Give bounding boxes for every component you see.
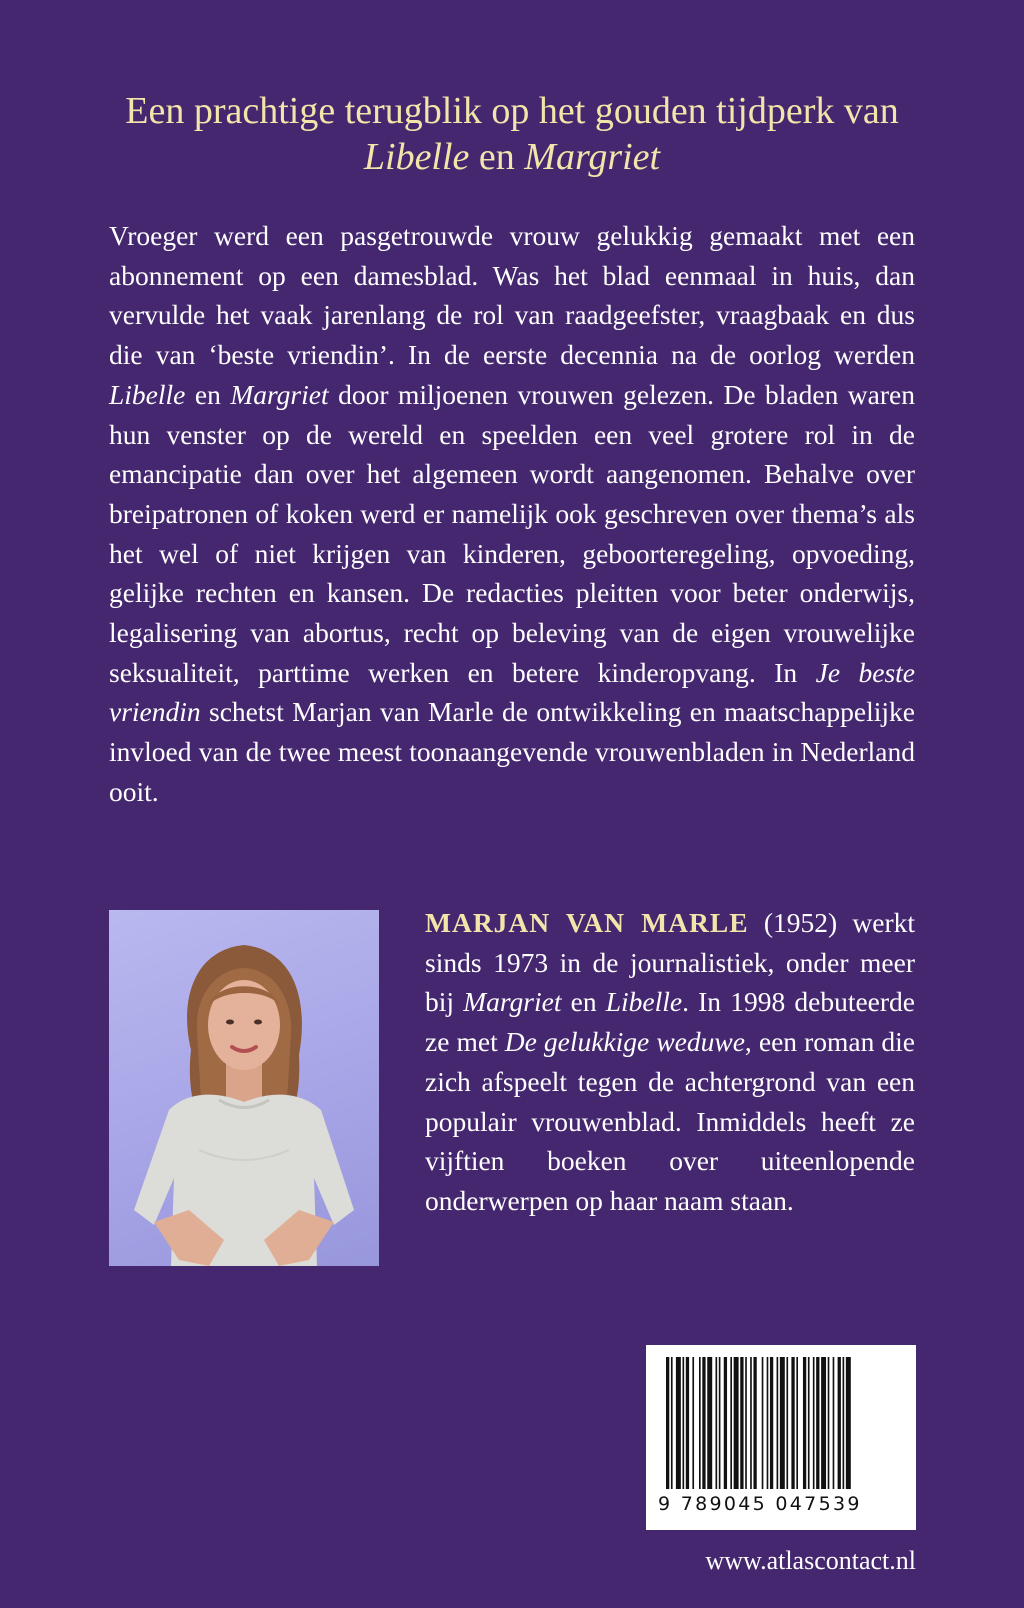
barcode — [646, 1345, 916, 1530]
barcode-bar — [716, 1357, 718, 1489]
barcode-bar — [813, 1357, 815, 1489]
bio-title-novel: De gelukkige weduwe — [504, 1026, 745, 1058]
tagline — [60, 88, 964, 180]
tagline-line1: Een prachtige terugblik op het gouden tijdperk van — [125, 90, 899, 132]
barcode-bar — [676, 1357, 681, 1489]
barcode-bar — [816, 1357, 819, 1489]
isbn-number: 9 789045 047539 — [658, 1493, 862, 1515]
barcode-bar — [666, 1357, 669, 1489]
blurb-text-1: Vroeger werd een pasgetrouwde vrouw gelukkig gemaakt met een abonnement op een damesblad. Was het blad eenmaal in huis, dan vervulde het vaak jarenlang de rol van raadgeefster, vraagbaak en dus die van ‘beste vriendin’. In de eerste decennia na de oorlog werden — [109, 220, 915, 371]
blurb-title-margriet: Margriet — [230, 378, 329, 410]
tagline-conjunction: en — [469, 136, 525, 178]
barcode-bar — [803, 1357, 806, 1489]
barcode-bar — [745, 1357, 747, 1489]
barcode-bar — [770, 1357, 773, 1489]
publisher-website: www.atlascontact.nl — [705, 1546, 916, 1575]
tagline-title-libelle: Libelle — [363, 136, 470, 178]
blurb-title-libelle: Libelle — [109, 378, 186, 410]
bio-title-libelle: Libelle — [605, 986, 683, 1018]
barcode-bar — [671, 1357, 673, 1489]
barcode-bar — [753, 1357, 756, 1489]
bio-text-2: en — [561, 986, 606, 1018]
blurb-title-book: Je beste vriendin — [109, 656, 915, 728]
barcode-bar — [777, 1357, 779, 1489]
barcode-bar — [734, 1357, 739, 1489]
blurb-text-2: en — [185, 378, 231, 410]
barcode-bar — [702, 1357, 705, 1489]
barcode-bar — [686, 1357, 689, 1489]
barcode-bar — [838, 1357, 841, 1489]
barcode-bar — [692, 1357, 694, 1489]
barcode-bar — [833, 1357, 835, 1489]
barcode-bar — [786, 1357, 788, 1489]
barcode-bar — [719, 1357, 721, 1489]
blurb-text-4: schetst Marjan van Marle de ontwikkeling en maatschappelijke invloed van de twee meest toonaangevende vrouwenbladen in Nederland ooit. — [109, 696, 915, 807]
barcode-bar — [780, 1357, 785, 1489]
author-portrait-illustration — [109, 910, 379, 1266]
barcode-bar — [683, 1357, 685, 1489]
author-bio — [425, 903, 915, 1221]
bio-text-3: . In 1998 debuteerde ze met — [425, 986, 915, 1058]
author-photo — [109, 910, 379, 1266]
barcode-bar — [808, 1357, 810, 1489]
barcode-bars — [646, 1345, 916, 1495]
barcode-bar — [730, 1357, 732, 1489]
barcode-bar — [767, 1357, 769, 1489]
barcode-bar — [821, 1357, 826, 1489]
barcode-bar — [846, 1357, 851, 1489]
bio-text-4: , een roman die zich afspeelt tegen de achtergrond van een populair vrouwenblad. Inmiddels heeft ze vijftien boeken over uiteenlopende onderwerpen op haar naam staan. — [425, 1026, 915, 1216]
barcode-bar — [828, 1357, 830, 1489]
barcode-bar — [843, 1357, 845, 1489]
barcode-bar — [724, 1357, 727, 1489]
author-name: MARJAN VAN MARLE — [425, 907, 749, 938]
bio-text-1: (1952) werkt sinds 1973 in de journalistiek, onder meer bij — [425, 907, 915, 1018]
barcode-bar — [740, 1357, 743, 1489]
barcode-bar — [750, 1357, 752, 1489]
tagline-line2 — [60, 134, 964, 180]
blurb-text-3: door miljoenen vrouwen gelezen. De bladen waren hun venster op de wereld en speelden een veel grotere rol in de emancipatie dan over het algemeen wordt aangenomen. Behalve over breipatronen of koken werd er namelijk ook geschreven over thema’s als het wel of niet krijgen van kinderen, geboorteregeling, opvoeding, gelijke rechten en kansen. De redacties pleitten voor beter onderwijs, legalisering van abortus, recht op beleving van de eigen vrouwelijke seksualiteit, parttime werken en betere kinderopvang. In — [109, 378, 915, 688]
barcode-bar — [699, 1357, 701, 1489]
barcode-bar — [707, 1357, 712, 1489]
tagline-title-margriet: Margriet — [524, 136, 661, 178]
blurb — [109, 216, 915, 812]
barcode-bar — [762, 1357, 764, 1489]
bio-title-margriet: Margriet — [463, 986, 562, 1018]
barcode-bar — [796, 1357, 798, 1489]
barcode-bar — [791, 1357, 794, 1489]
